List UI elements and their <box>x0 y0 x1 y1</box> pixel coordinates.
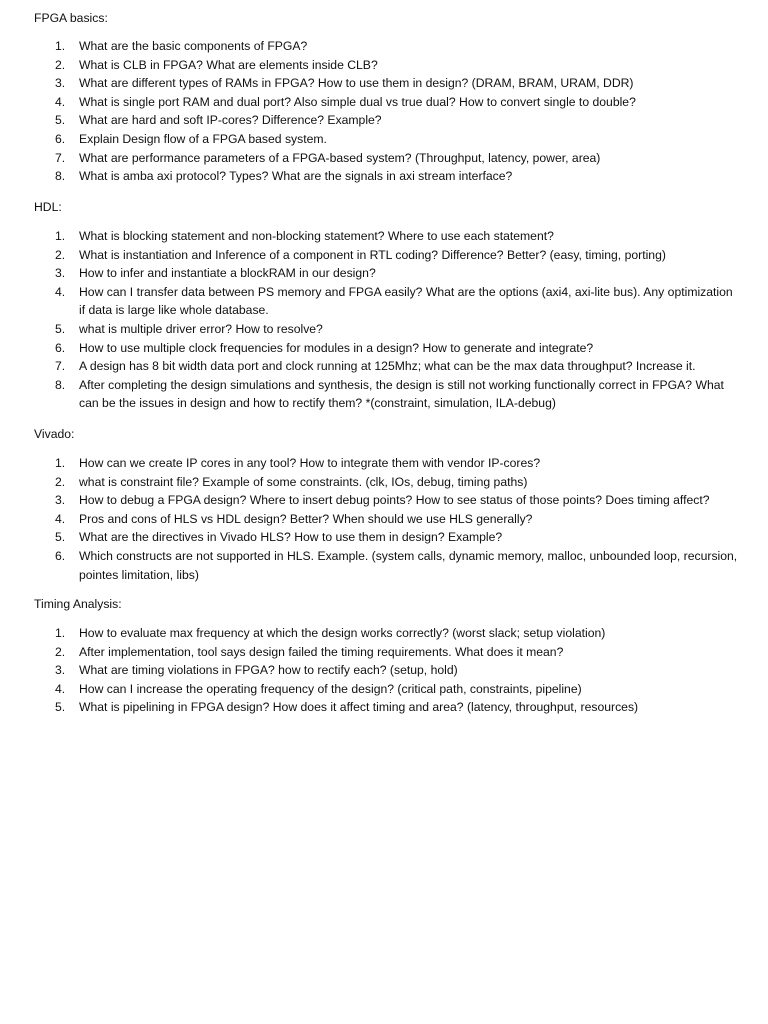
item-text: How to infer and instantiate a blockRAM in our design? <box>79 266 376 281</box>
item-number: 3. <box>55 493 66 508</box>
list-item <box>0 357 740 376</box>
list-item <box>0 376 740 413</box>
item-number: 5. <box>55 700 66 715</box>
question-list-vivado <box>0 454 740 584</box>
item-number: 7. <box>55 359 66 374</box>
list-item <box>0 74 740 93</box>
list-item <box>0 56 740 75</box>
item-text: What is CLB in FPGA? What are elements inside CLB? <box>79 57 378 72</box>
section-title-fpga-basics: FPGA basics: <box>34 11 108 25</box>
item-text: What are timing violations in FPGA? how to rectify each? (setup, hold) <box>79 663 458 678</box>
item-text: How to use multiple clock frequencies for modules in a design? How to generate and integrate? <box>79 340 594 355</box>
list-item <box>0 339 740 358</box>
item-number: 4. <box>55 511 66 526</box>
list-item <box>0 264 740 283</box>
item-number: 2. <box>55 247 66 262</box>
item-number: 3. <box>55 76 66 91</box>
item-number: 2. <box>55 644 66 659</box>
item-number: 5. <box>55 321 66 336</box>
list-item <box>0 661 740 680</box>
item-number: 5. <box>55 530 66 545</box>
item-number: 2. <box>55 474 66 489</box>
item-number: 6. <box>55 340 66 355</box>
item-text: What are performance parameters of a FPGA-based system? (Throughput, latency, power, area) <box>79 150 601 165</box>
list-item <box>0 643 740 662</box>
section-title-timing-analysis: Timing Analysis: <box>34 597 122 611</box>
item-number: 6. <box>55 131 66 146</box>
item-text: How can we create IP cores in any tool? How to integrate them with vendor IP-cores? <box>79 456 541 470</box>
item-text: What are the directives in Vivado HLS? How to use them in design? Example? <box>79 530 503 545</box>
item-number: 5. <box>55 113 66 128</box>
item-text: what is constraint file? Example of some constraints. (clk, IOs, debug, timing paths) <box>79 474 528 489</box>
item-number: 1. <box>55 456 66 470</box>
item-text: What is blocking statement and non-blocking statement? Where to use each statement? <box>79 229 554 243</box>
item-text: A design has 8 bit width data port and clock running at 125Mhz; what can be the max data throughput? Increase it. <box>79 359 696 374</box>
list-item <box>0 698 740 717</box>
list-item <box>0 93 740 112</box>
item-text: What is amba axi protocol? Types? What are the signals in axi stream interface? <box>79 169 513 184</box>
item-number: 1. <box>55 39 66 53</box>
list-item <box>0 528 740 547</box>
item-number: 1. <box>55 229 66 243</box>
list-item <box>0 510 740 529</box>
list-item <box>0 547 740 584</box>
item-number: 6. <box>55 548 66 563</box>
list-item <box>0 130 740 149</box>
item-number: 4. <box>55 681 66 696</box>
item-number: 3. <box>55 663 66 678</box>
item-number: 4. <box>55 284 66 299</box>
item-text: Explain Design flow of a FPGA based system. <box>79 131 327 146</box>
list-item <box>0 473 740 492</box>
list-item <box>0 680 740 699</box>
list-item <box>0 167 740 186</box>
item-number: 8. <box>55 377 66 392</box>
item-number: 4. <box>55 94 66 109</box>
item-number: 7. <box>55 150 66 165</box>
list-item <box>0 246 740 265</box>
item-text: What are hard and soft IP-cores? Difference? Example? <box>79 113 382 128</box>
item-text: How can I transfer data between PS memory and FPGA easily? What are the options (axi4, axi-lite bus). Any optimization if data is large like whole database. <box>79 284 733 318</box>
item-text: What is single port RAM and dual port? Also simple dual vs true dual? How to convert single to double? <box>79 94 636 109</box>
list-item <box>0 624 740 643</box>
item-text: After completing the design simulations and synthesis, the design is still not working functionally correct in FPGA? What can be the issues in design and how to rectify them? *(constraint, simulation, ILA-debug) <box>79 377 724 411</box>
item-text: How can I increase the operating frequency of the design? (critical path, constraints, pipeline) <box>79 681 582 696</box>
section-title-hdl: HDL: <box>34 200 62 214</box>
item-text: What are different types of RAMs in FPGA? How to use them in design? (DRAM, BRAM, URAM, DDR) <box>79 76 634 91</box>
item-text: How to debug a FPGA design? Where to insert debug points? How to see status of those points? Does timing affect? <box>79 493 710 508</box>
question-list-fpga-basics <box>0 37 740 186</box>
section-title-vivado: Vivado: <box>34 427 75 441</box>
list-item <box>0 454 740 473</box>
item-text: Which constructs are not supported in HLS. Example. (system calls, dynamic memory, malloc, unbounded loop, recursion, pointes limitation, libs) <box>79 548 738 582</box>
item-number: 3. <box>55 266 66 281</box>
question-list-hdl <box>0 227 740 413</box>
item-text: After implementation, tool says design failed the timing requirements. What does it mean? <box>79 644 564 659</box>
item-text: What is pipelining in FPGA design? How does it affect timing and area? (latency, throughput, resources) <box>79 700 639 715</box>
item-text: what is multiple driver error? How to resolve? <box>79 321 323 336</box>
list-item <box>0 227 740 246</box>
item-number: 1. <box>55 626 66 640</box>
list-item <box>0 111 740 130</box>
item-text: How to evaluate max frequency at which the design works correctly? (worst slack; setup violation) <box>79 626 606 640</box>
list-item <box>0 283 740 320</box>
item-text: What are the basic components of FPGA? <box>79 39 308 53</box>
item-number: 8. <box>55 169 66 184</box>
list-item <box>0 37 740 56</box>
item-text: What is instantiation and Inference of a component in RTL coding? Difference? Better? (easy, timing, porting) <box>79 247 666 262</box>
question-list-timing-analysis <box>0 624 740 717</box>
list-item <box>0 320 740 339</box>
item-number: 2. <box>55 57 66 72</box>
item-text: Pros and cons of HLS vs HDL design? Better? When should we use HLS generally? <box>79 511 533 526</box>
list-item <box>0 491 740 510</box>
list-item <box>0 149 740 168</box>
